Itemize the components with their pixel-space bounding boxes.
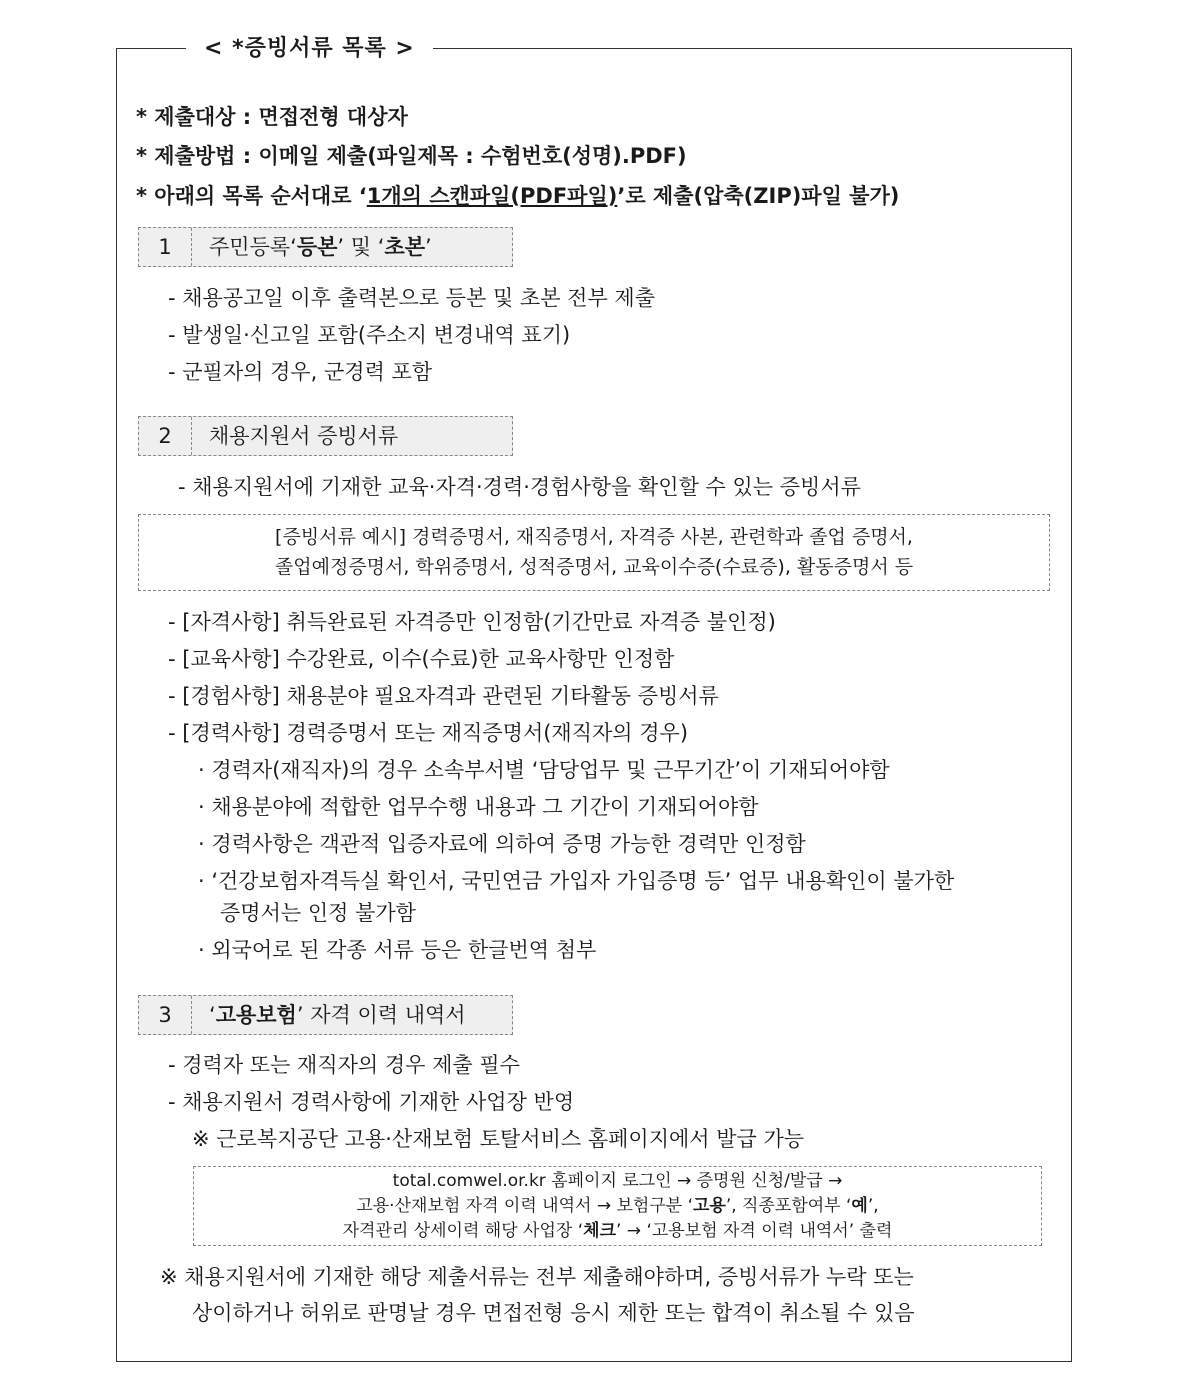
career-bullet: · 경력자(재직자)의 경우 소속부서별 ‘담당업무 및 근무기간’이 기재되어야함 (198, 758, 890, 782)
section-2-item: - [교육사항] 수강완료, 이수(수료)한 교육사항만 인정함 (168, 647, 675, 671)
example-line: 졸업예정증명서, 학위증명서, 성적증명서, 교육이수증(수료증), 활동증명서 등 (274, 556, 914, 578)
example-line: [증빙서류 예시] 경력증명서, 재직증명서, 자격증 사본, 관련학과 졸업 증명서, (275, 526, 913, 548)
section-3-note: ※ 근로복지공단 고용·산재보험 토탈서비스 홈페이지에서 발급 가능 (192, 1127, 805, 1151)
section-1-header (138, 227, 513, 267)
order-underlined: 1개의 스캔파일(PDF파일) (366, 184, 618, 208)
career-bullet: · 경력사항은 객관적 입증자료에 의하여 증명 가능한 경력만 인정함 (198, 832, 806, 856)
section-2-item: - [경력사항] 경력증명서 또는 재직증명서(재직자의 경우) (168, 721, 689, 745)
section-1-item: - 채용공고일 이후 출력본으로 등본 및 초본 전부 제출 (168, 286, 655, 310)
section-1-label: 주민등록‘등본’ 및 ‘초본’ (209, 235, 432, 259)
section-3-number: 3 (139, 996, 192, 1034)
submit-order-line (136, 181, 899, 211)
section-3-item: - 경력자 또는 재직자의 경우 제출 필수 (168, 1053, 520, 1077)
section-3-item: - 채용지원서 경력사항에 기재한 사업장 반영 (168, 1090, 575, 1114)
section-2-item: - [경험사항] 채용분야 필요자격과 관련된 기타활동 증빙서류 (168, 684, 719, 708)
career-bullet: · ‘건강보험자격득실 확인서, 국민연금 가입자 가입증명 등’ 업무 내용확인이 불가한 (198, 869, 955, 893)
issue-steps-box (193, 1166, 1042, 1246)
section-2-header (138, 416, 513, 456)
submit-method-line: * 제출방법 : 이메일 제출(파일제목 : 수험번호(성명).PDF) (136, 144, 687, 168)
submit-target-line: * 제출대상 : 면접전형 대상자 (136, 105, 408, 129)
section-2-item: - [자격사항] 취득완료된 자격증만 인정함(기간만료 자격증 불인정) (168, 610, 776, 634)
career-bullet-continued: 증명서는 인정 불가함 (220, 901, 416, 925)
career-bullet: · 채용분야에 적합한 업무수행 내용과 그 기간이 기재되어야함 (198, 795, 759, 819)
section-2-label: 채용지원서 증빙서류 (209, 424, 399, 448)
section-2-intro: - 채용지원서에 기재한 교육·자격·경력·경험사항을 확인할 수 있는 증빙서류 (178, 475, 861, 499)
section-3-label: ‘고용보험’ 자격 이력 내역서 (209, 1003, 466, 1027)
issue-step-line: total.comwel.or.kr 홈페이지 로그인 → 증명원 신청/발급 → (392, 1171, 843, 1191)
footer-note-continued: 상이하거나 허위로 판명날 경우 면접전형 응시 제한 또는 합격이 취소될 수 있음 (192, 1301, 915, 1325)
order-post: ’로 제출(압축(ZIP)파일 불가) (617, 184, 900, 208)
footer-note: ※ 채용지원서에 기재한 해당 제출서류는 전부 제출해야하며, 증빙서류가 누락 또는 (160, 1265, 914, 1289)
page-title: < *증빙서류 목록 > (186, 32, 433, 66)
issue-step-line: 고용·산재보험 자격 이력 내역서 → 보험구분 ‘고용’, 직종포함여부 ‘예’, (356, 1196, 879, 1216)
example-box (138, 514, 1050, 591)
career-bullet: · 외국어로 된 각종 서류 등은 한글번역 첨부 (198, 938, 597, 962)
section-1-number: 1 (139, 228, 192, 266)
order-pre: * 아래의 목록 순서대로 ‘ (136, 184, 367, 208)
section-1-item: - 발생일·신고일 포함(주소지 변경내역 표기) (168, 323, 571, 347)
issue-step-line: 자격관리 상세이력 해당 사업장 ‘체크’ → ‘고용보험 자격 이력 내역서’ 출력 (342, 1221, 893, 1241)
section-2-number: 2 (139, 417, 192, 455)
section-3-header (138, 995, 513, 1035)
section-1-item: - 군필자의 경우, 군경력 포함 (168, 360, 433, 384)
